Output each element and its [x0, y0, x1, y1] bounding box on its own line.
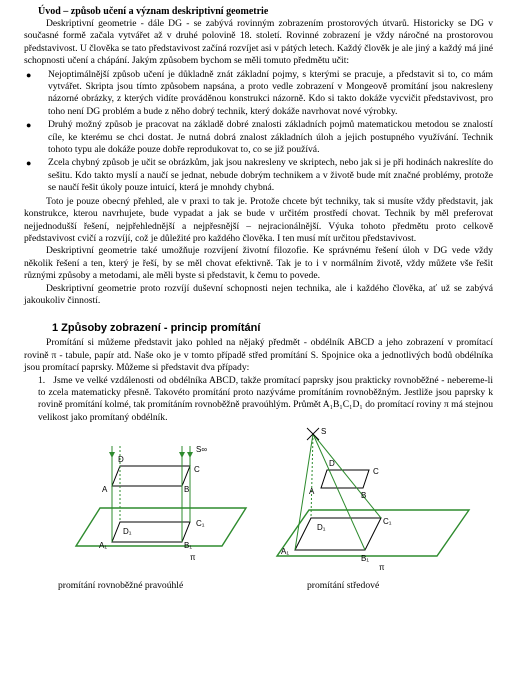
- label-pi: π: [379, 563, 385, 573]
- caption-central: promítání středové: [307, 580, 380, 592]
- projection-ray: [313, 434, 365, 550]
- intro-paragraph-1: Deskriptivní geometrie - dále DG - se zabývá rovinným zobrazením prostorových útvarů. Historicky se DG v současné formě začala vytvářet až v druhé polovině 18. století. Rovinné zobrazení je vždy náročné na prostorovou představivost. U člověka se tato představivost začíná rozvíjet asi v pátých letech. Každý člověk je ale jiný a každý má jiné schopnosti učení a chápání. Jakým způsobem bychom se měli tomuto předmětu učit:: [24, 18, 493, 67]
- intro-paragraph-4: Deskriptivní geometrie proto rozvíjí duševní schopnosti nejen technika, ale i každého člověka, ať už se zabývá jakoukoliv činností.: [24, 282, 493, 306]
- list-item-text: Zcela chybný způsob je učit se obrázkům, jak jsou nakresleny ve skriptech, nebo jak si je při hodinách nakreslíte do sešitu. Kdo takto myslí a naučí se jednat, nebude dobrým technikem a v životě bude mít značné problémy, protože se naučí řešit úkoly pouze intuicí, která je mnohdy chybná.: [48, 157, 493, 194]
- label-A1: A₁: [99, 541, 108, 551]
- bullet-icon: ●: [26, 69, 32, 80]
- label-A1: A₁: [281, 547, 290, 557]
- learning-methods-list: [24, 69, 493, 195]
- label-B1: B₁: [361, 554, 370, 564]
- list-item: [24, 119, 493, 156]
- figure-parallel-projection: [58, 428, 256, 592]
- central-projection-diagram: [269, 428, 479, 578]
- label-S: S: [321, 427, 327, 437]
- ray-arrow-icon: [109, 452, 115, 458]
- projected-rectangle: [295, 518, 381, 550]
- label-C1: C₁: [383, 517, 392, 527]
- projection-ray: [313, 434, 381, 518]
- figure-central-projection: [269, 427, 479, 592]
- parallel-projection-diagram: [66, 428, 256, 578]
- intro-title: Úvod – způsob učení a význam deskriptivní geometrie: [38, 6, 269, 17]
- bullet-icon: ●: [26, 120, 32, 131]
- section-item-1: [24, 375, 493, 425]
- label-C1: C₁: [196, 519, 205, 529]
- intro-paragraph-2: Toto je pouze obecný přehled, ale v praxi to tak je. Protože chcete být techniky, tak si musíte vždy představit, jak konstrukce, kterou navrhujete, bude vypadat a jak se bude v určitém prostředí chovat. Technik by měl preferovat nejjednodušší řešení, nejpřehlednější a nejpřesnější – nejracionálnější. Výuka tohoto předmětu proto celkově představivost cvičí a rozvíjí, což je důležité pro každého člověka. I ten musí mít určitou představivost.: [24, 195, 493, 244]
- label-C: C: [373, 467, 379, 477]
- figures-row: [24, 428, 493, 598]
- list-item: [24, 157, 493, 194]
- label-D1: D₁: [317, 523, 326, 533]
- section-paragraph-1: Promítání si můžeme představit jako pohled na nějaký předmět - obdélník ABCD a jeho zobrazení v promítací rovině π - tabule, papír atd. Naše oko je v tomto případě střed promítání S. Spojnice oka a jednotlivých bodů obdélníka jsou promítací paprsky. Můžeme si představit dva případy:: [24, 337, 493, 374]
- original-rectangle: [321, 470, 369, 488]
- ray-arrow-icon: [179, 452, 185, 458]
- label-B1: B₁: [184, 541, 193, 551]
- label-D1: D₁: [123, 527, 132, 537]
- item-number: 1.: [38, 374, 46, 386]
- intro-paragraph-3: Deskriptivní geometrie také umožňuje rozvíjení životní filozofie. Ke správnému řešení úloh v DG vede vždy několik řešení a ten, který je řeší, by se měl chovat efektivně. Tak je to i v normálním životě, vždy můžete vše řešit různými způsoby a metodami, ale měli byste si představit, k čemu to povede.: [24, 245, 493, 282]
- bullet-icon: ●: [26, 158, 32, 169]
- original-rectangle: [112, 466, 190, 486]
- label-pi: π: [190, 553, 196, 563]
- label-D: D: [329, 459, 335, 469]
- label-A: A: [309, 487, 315, 497]
- list-item-text: Nejoptimálnější způsob učení je důkladně znát základní pojmy, s kterými se pracuje, a představit si to, co mám vytvářet. Skripta jsou tímto způsobem napsána, a proto vedle zobrazení v Mongeově promítání jsou nakresleny názorné obrázky, z kterých vidíte prováděnou konstrukci názorně. Kdo si takto dokáže vycvičit představivost, pro toho není DG problém a bude z něho dobrý technik, který dokáže navrhovat nové výrobky.: [48, 68, 493, 117]
- list-item: [24, 69, 493, 119]
- item-text: Jsme ve velké vzdálenosti od obdélníka ABCD, takže promítací paprsky jsou prakticky rovnoběžné - nebereme-li to zcela matematicky přesně. Takovéto promítání proto nazýváme promítáním rovnoběžným. Jestliže jsou paprsky k rovině promítání kolmé, tak promítáním rovnoběžně pravoúhlým. Průmět A₁B₁C₁D₁ do promítací roviny π má stejnou velikost jako promítaný obdélník.: [38, 374, 493, 423]
- label-B: B: [184, 485, 190, 495]
- label-C: C: [194, 465, 200, 475]
- section-title: 1 Způsoby zobrazení - princip promítání: [52, 322, 261, 335]
- label-A: A: [102, 485, 108, 495]
- label-B: B: [361, 491, 367, 501]
- caption-parallel: promítání rovnoběžné pravoúhlé: [58, 580, 184, 592]
- list-item-text: Druhý možný způsob je pracovat na základě dobré znalosti základních pojmů matematickou metodou se znalostí cíle, ke kterému se chci dostat. Je nutná dobrá znalost základních úloh a jejich postupného využívání. Technik tohoto typu ale dokáže pouze dobře reprodukovat to, co se již používá.: [48, 119, 493, 156]
- label-S: S∞: [196, 445, 208, 455]
- ray-arrow-icon: [187, 452, 193, 458]
- label-D: D: [118, 455, 124, 465]
